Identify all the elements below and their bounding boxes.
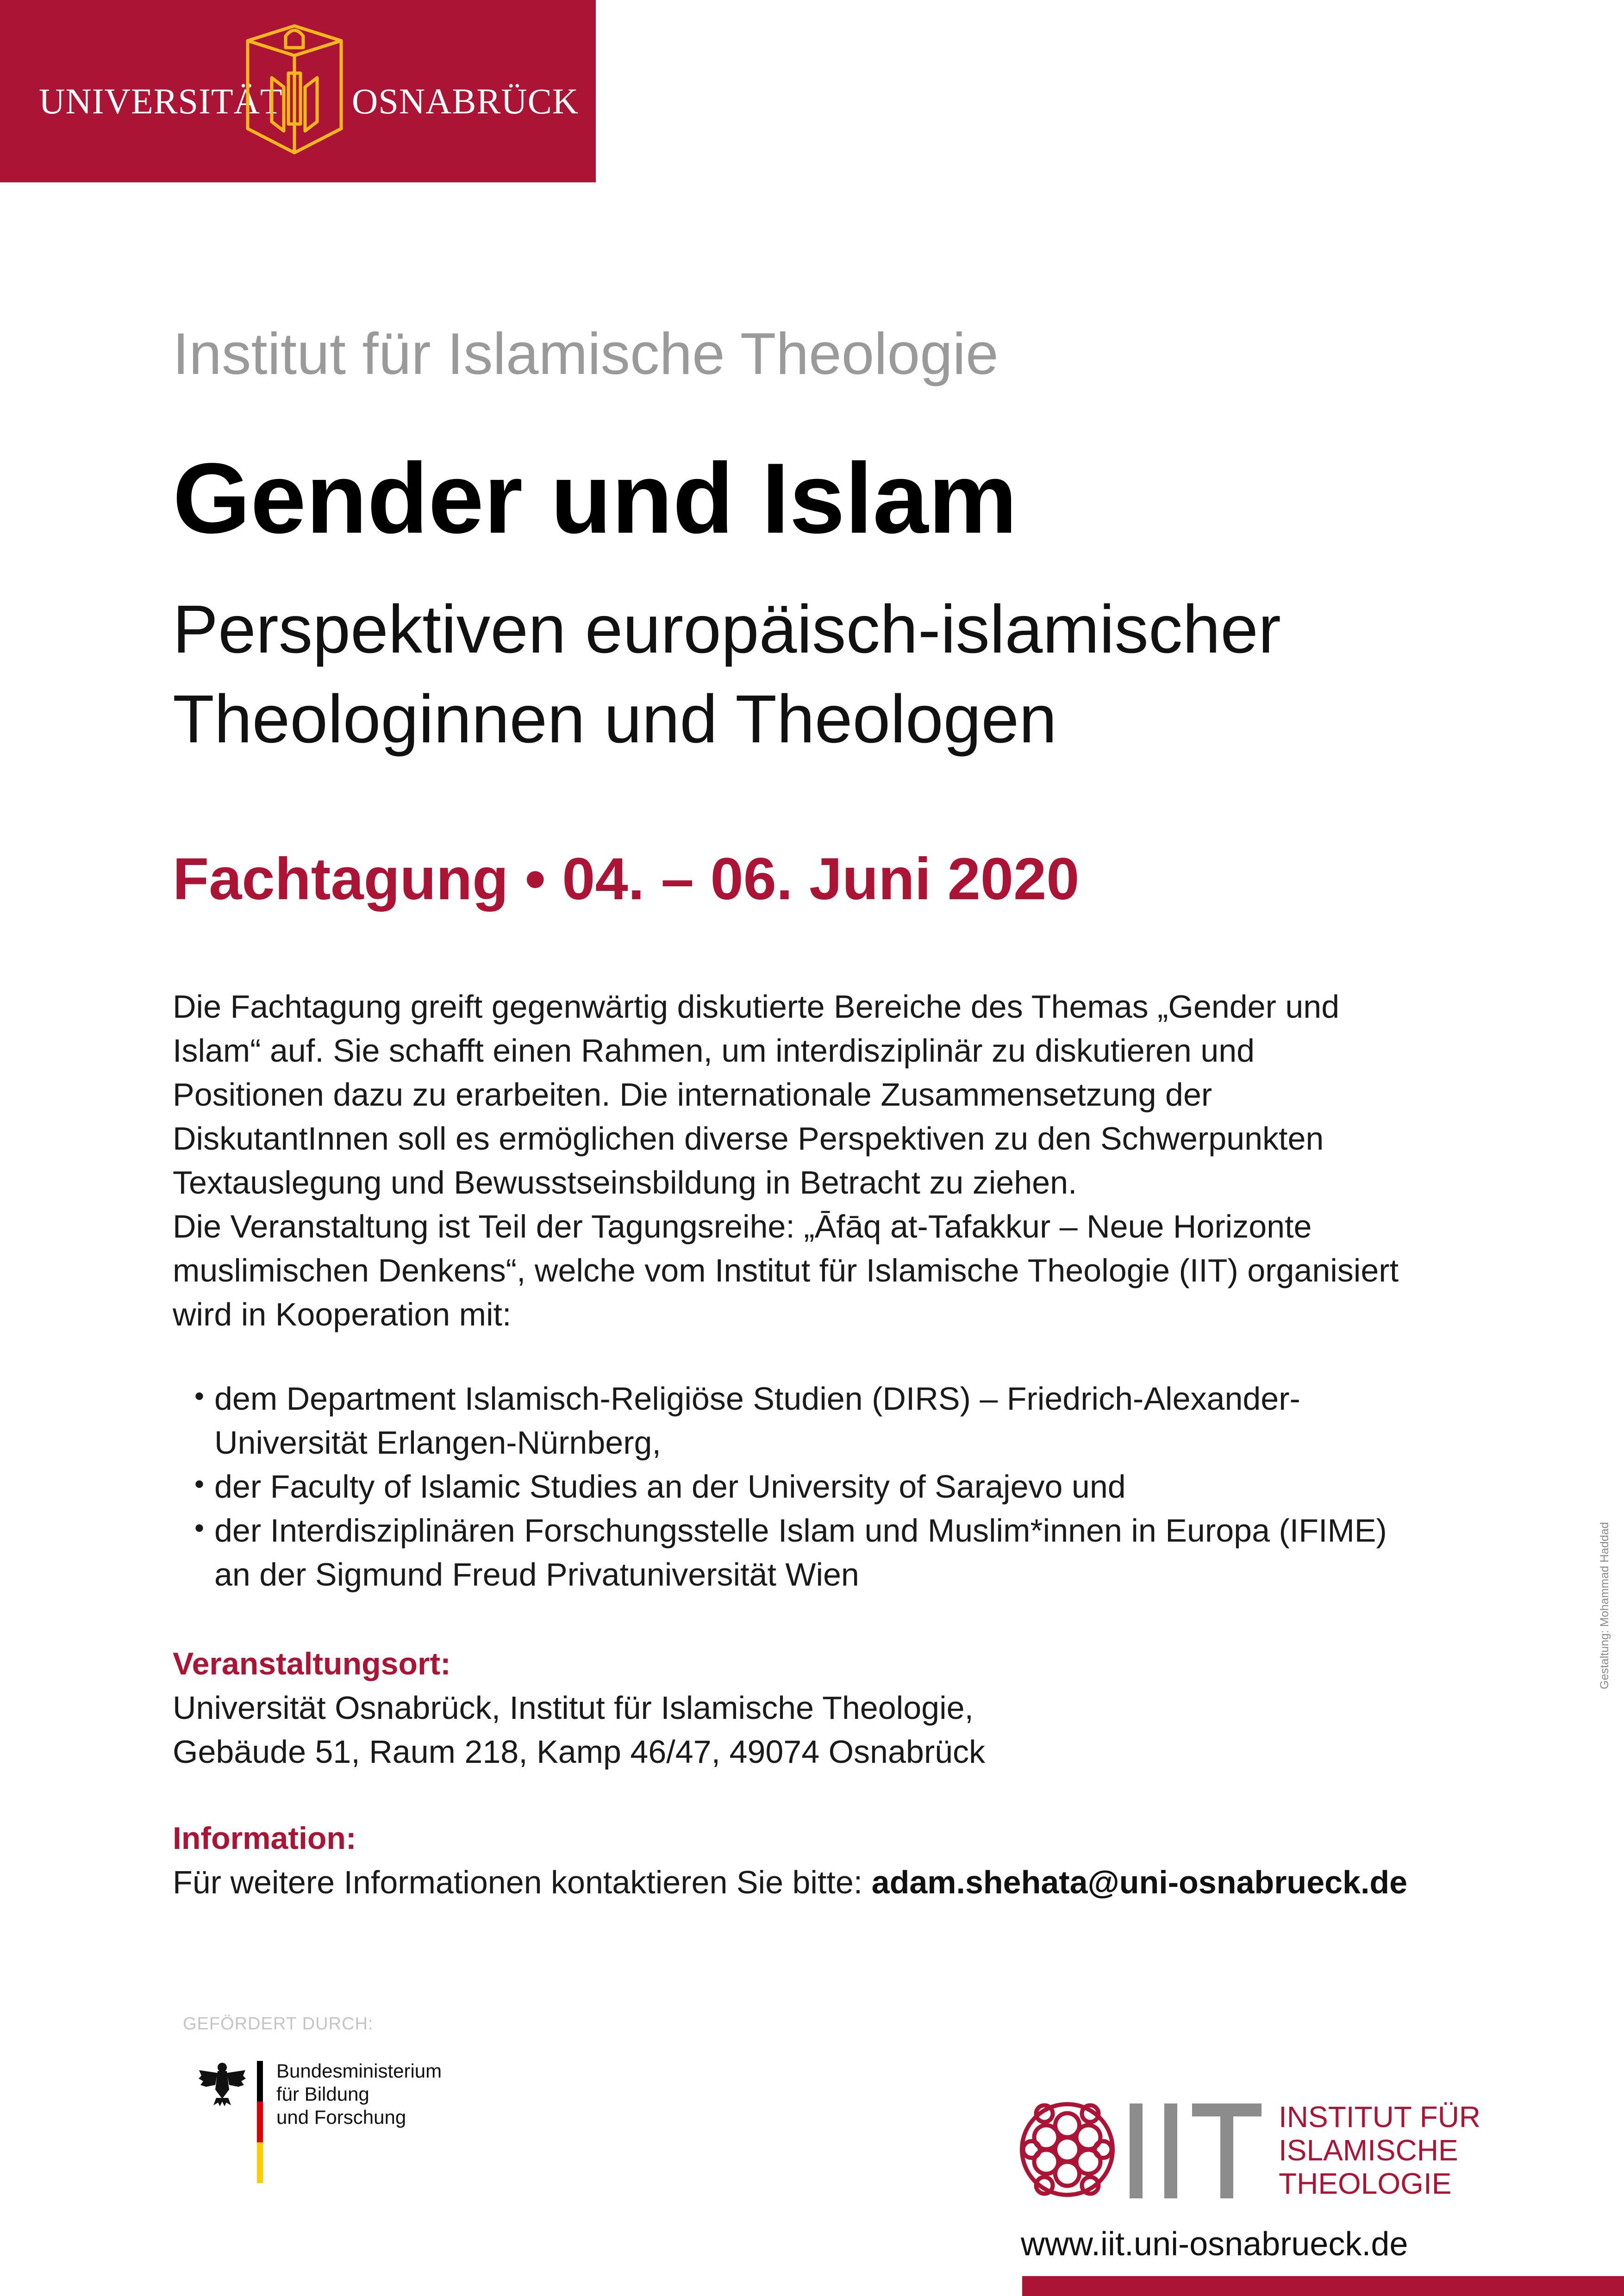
ministry-name-line: für Bildung: [276, 2083, 369, 2105]
information-label: Information:: [173, 1821, 356, 1856]
information-text: Für weitere Informationen kontaktieren Sie bitte:: [173, 1864, 872, 1900]
list-item-text: der Interdisziplinären Forschungsstelle Islam und Muslim*innen in Europa (IFIME): [214, 1512, 1387, 1549]
description-paragraph: [173, 985, 1469, 1337]
footer-accent-bar: [1022, 2276, 1624, 2296]
bullet-icon: •: [194, 1381, 205, 1412]
list-item-text: der Faculty of Islamic Studies an der University of Sarajevo und: [214, 1468, 1126, 1505]
iit-letter-i: [1130, 2103, 1143, 2198]
description-line: Die Fachtagung greift gegenwärtig diskutierte Bereiche des Themas „Gender und: [173, 989, 1340, 1025]
university-name-right: OSNABRÜCK: [352, 81, 579, 121]
ministry-name-line: und Forschung: [276, 2106, 406, 2128]
university-name-left: UNIVERSITÄT: [39, 81, 283, 121]
venue-label: Veranstaltungsort:: [173, 1646, 451, 1681]
university-header-band: [0, 0, 596, 182]
page-title: Gender und Islam: [173, 442, 1018, 554]
design-credit: Gestaltung: Mohammad Haddad: [1598, 1522, 1611, 1689]
iit-name-line: INSTITUT FÜR: [1279, 2100, 1481, 2134]
list-item: [194, 1377, 1387, 1421]
list-item-continuation: [194, 1421, 1387, 1465]
event-date-line: Fachtagung • 04. – 06. Juni 2020: [173, 846, 1080, 912]
bullet-icon: •: [194, 1468, 205, 1500]
federal-eagle-icon: [197, 2057, 248, 2108]
description-line: muslimischen Denkens“, welche vom Institut für Islamische Theologie (IIT) organisiert: [173, 1252, 1399, 1288]
iit-website-link[interactable]: www.iit.uni-osnabrueck.de: [1021, 2226, 1408, 2263]
subtitle-line: Theologinnen und Theologen: [173, 681, 1057, 758]
university-seal-emblem-icon: [243, 22, 346, 156]
description-line: Islam“ auf. Sie schafft einen Rahmen, um interdisziplinär zu diskutieren und: [173, 1033, 1255, 1069]
list-item: [194, 1465, 1387, 1509]
iit-name-line: ISLAMISCHE: [1279, 2134, 1458, 2167]
cooperation-list: [194, 1377, 1387, 1597]
description-line: Positionen dazu zu erarbeiten. Die internationale Zusammensetzung der: [173, 1076, 1212, 1113]
funded-by-label: GEFÖRDERT DURCH:: [183, 2014, 374, 2034]
list-item-continuation: [194, 1553, 1387, 1597]
information-line: [173, 1860, 1407, 1904]
venue-line: Universität Osnabrück, Institut für Islamische Theologie,: [173, 1690, 974, 1726]
ministry-name-line: Bundesministerium: [276, 2060, 442, 2082]
venue-line: Gebäude 51, Raum 218, Kamp 46/47, 49074 Osnabrück: [173, 1734, 986, 1770]
german-flag-stripe: [257, 2061, 263, 2183]
list-item-text: dem Department Islamisch-Religiöse Studien (DIRS) – Friedrich-Alexander-: [214, 1381, 1300, 1417]
iit-letter-t-stem: [1220, 2103, 1233, 2198]
description-line: wird in Kooperation mit:: [173, 1296, 512, 1332]
iit-rosette-logo-icon: [1018, 2100, 1117, 2199]
description-line: Textauslegung und Bewusstseinsbildung in Betracht zu ziehen.: [173, 1164, 1077, 1201]
subtitle-line: Perspektiven europäisch-islamischer: [173, 591, 1281, 667]
bullet-icon: •: [194, 1512, 205, 1543]
list-item-text: Universität Erlangen-Nürnberg,: [214, 1425, 661, 1461]
information-section: [173, 1817, 1407, 1904]
ministry-name: [276, 2060, 442, 2129]
iit-letter-i: [1164, 2103, 1177, 2198]
iit-institute-name: [1279, 2100, 1480, 2200]
institute-name: Institut für Islamische Theologie: [173, 321, 999, 386]
iit-name-line: THEOLOGIE: [1279, 2167, 1452, 2200]
description-line: DiskutantInnen soll es ermöglichen diverse Perspektiven zu den Schwerpunkten: [173, 1120, 1324, 1157]
list-item-text: an der Sigmund Freud Privatuniversität Wien: [214, 1556, 859, 1593]
subtitle: [173, 585, 1281, 764]
description-line: Die Veranstaltung ist Teil der Tagungsreihe: „Āfāq at-Tafakkur – Neue Horizonte: [173, 1208, 1312, 1244]
list-item: [194, 1509, 1387, 1553]
venue-section: [173, 1642, 985, 1774]
contact-email-link[interactable]: adam.shehata@uni-osnabrueck.de: [871, 1864, 1408, 1900]
